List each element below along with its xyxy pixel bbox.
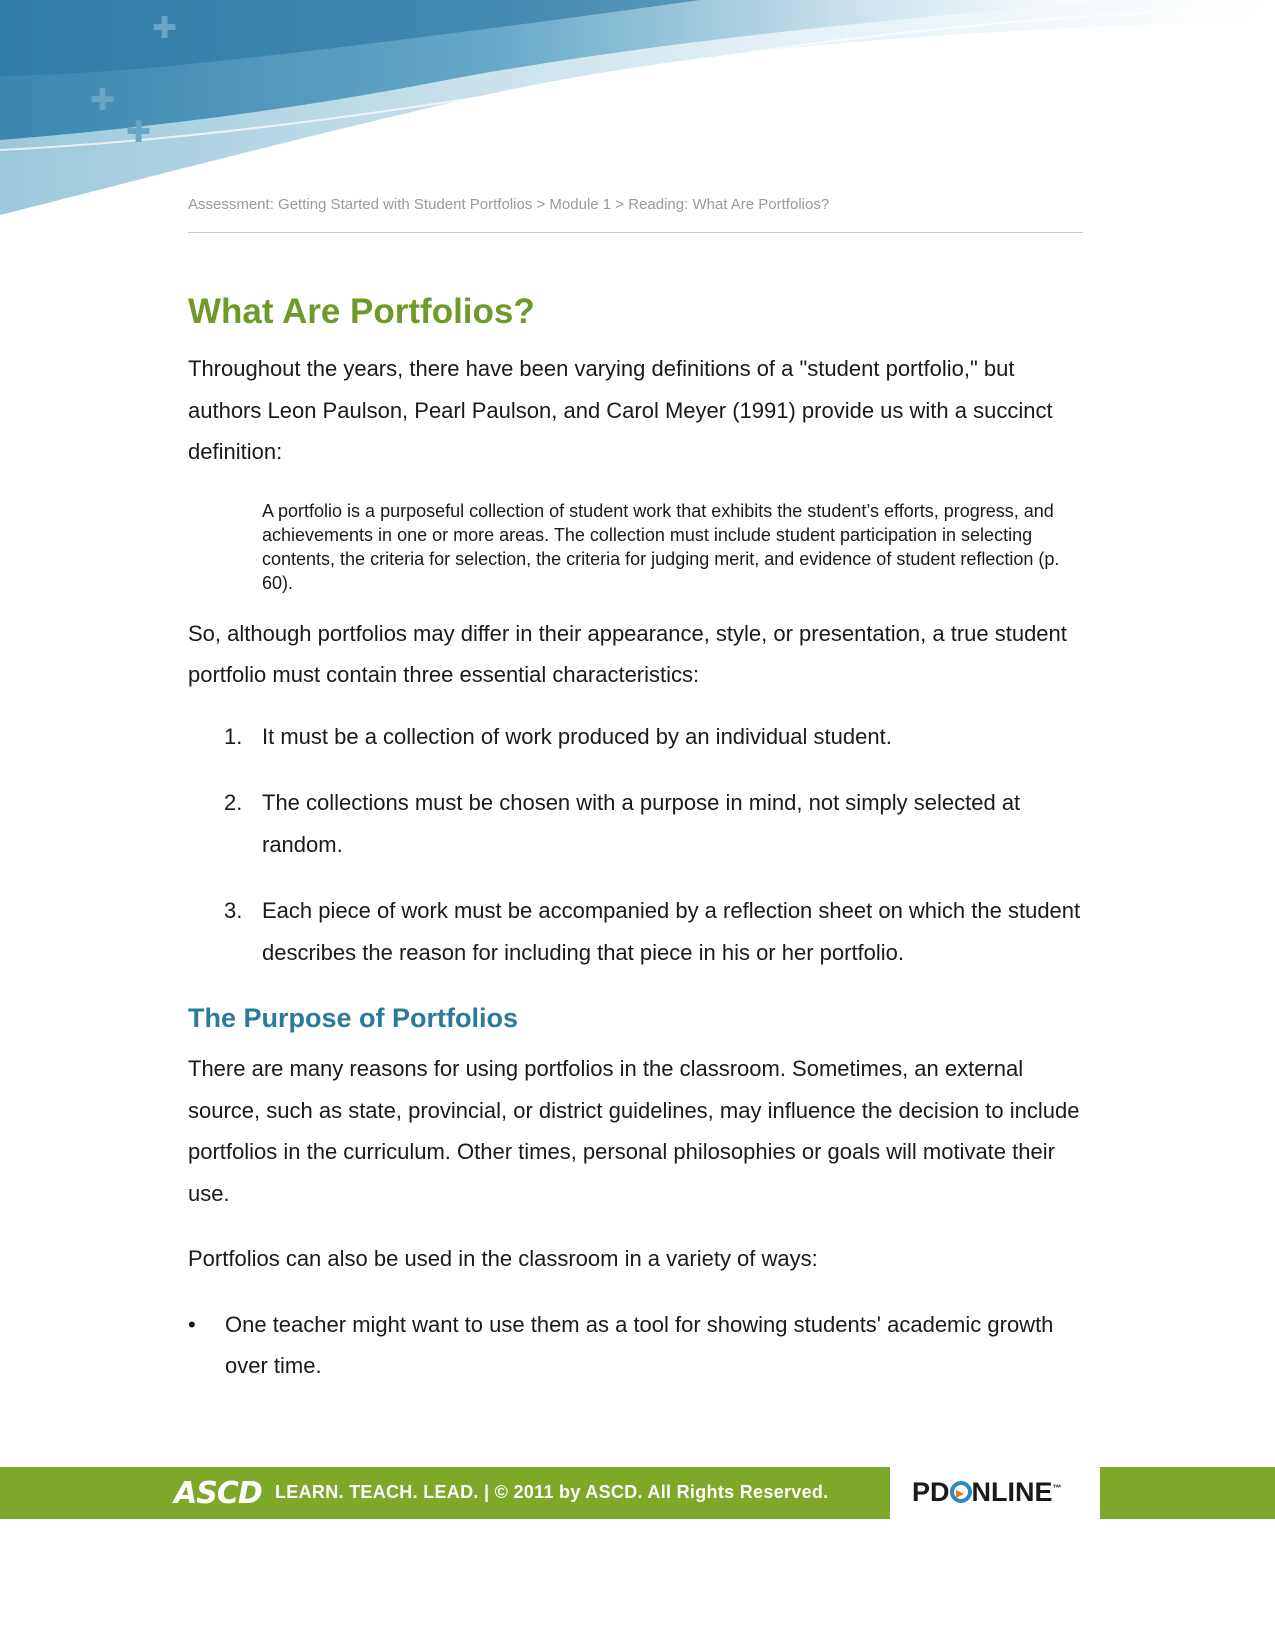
section-paragraph: There are many reasons for using portfolios in the classroom. Sometimes, an external source, such as state, provincial, or district guidelines, may influence the decision to include portfolios in the curriculum. Other times, personal philosophies or goals will motivate their use.	[188, 1056, 1080, 1206]
section-paragraph: Portfolios can also be used in the classroom in a variety of ways:	[188, 1246, 818, 1271]
ascd-logo: ASCD	[174, 1476, 262, 1511]
bullet-icon: •	[188, 1311, 196, 1337]
footer-green-band	[1100, 1467, 1275, 1519]
section-heading: The Purpose of Portfolios	[188, 1003, 519, 1033]
list-number: 3.	[224, 898, 243, 923]
plus-icon: ✚	[152, 11, 178, 46]
pd-online-logo-right: NLINE	[971, 1477, 1053, 1507]
lead-in-paragraph: So, although portfolios may differ in their appearance, style, or presentation, a true student portfolio must contain three essential characteristics:	[188, 620, 1067, 687]
list-number: 1.	[224, 723, 243, 749]
list-item	[188, 1304, 1088, 1387]
list-item	[188, 716, 1088, 758]
list-number: 2.	[224, 790, 243, 815]
plus-icon: ✚	[90, 83, 116, 118]
pd-online-logo-left: PD	[912, 1477, 950, 1507]
block-quote: A portfolio is a purposeful collection of student work that exhibits the student’s efforts, progress, and achievements in one or more areas. The collection must include student participation in selecting contents, the criteria for selection, the criteria for judging merit, and evidence of student reflection (p. 60).	[262, 500, 1060, 593]
footer-tagline: LEARN. TEACH. LEAD. | © 2011 by ASCD. All Rights Reserved.	[275, 1482, 829, 1502]
article-body	[188, 290, 1088, 1387]
list-item	[188, 782, 1088, 865]
plus-icon: ✚	[126, 115, 152, 150]
list-item-text: The collections must be chosen with a purpose in mind, not simply selected at random.	[262, 790, 1021, 857]
list-item-text: It must be a collection of work produced by an individual student.	[262, 723, 892, 749]
breadcrumb: Assessment: Getting Started with Student Portfolios > Module 1 > Reading: What Are Portfolios?	[188, 196, 830, 213]
list-item	[188, 890, 1088, 973]
intro-paragraph: Throughout the years, there have been varying definitions of a "student portfolio," but authors Leon Paulson, Pearl Paulson, and Carol Meyer (1991) provide us with a succinct definition:	[188, 356, 1053, 464]
play-circle-icon	[950, 1481, 972, 1503]
pd-online-logo	[912, 1477, 1062, 1508]
header-divider	[188, 232, 1083, 233]
trademark-mark: ™	[1052, 1483, 1062, 1493]
footer-bar	[0, 1467, 1275, 1519]
uses-list	[188, 1304, 1088, 1387]
list-item-text: Each piece of work must be accompanied by a reflection sheet on which the student describes the reason for including that piece in his or her portfolio.	[262, 898, 1081, 965]
characteristics-list	[188, 716, 1088, 974]
list-item-text: One teacher might want to use them as a tool for showing students' academic growth over time.	[225, 1311, 1054, 1378]
page-title: What Are Portfolios?	[188, 292, 535, 331]
